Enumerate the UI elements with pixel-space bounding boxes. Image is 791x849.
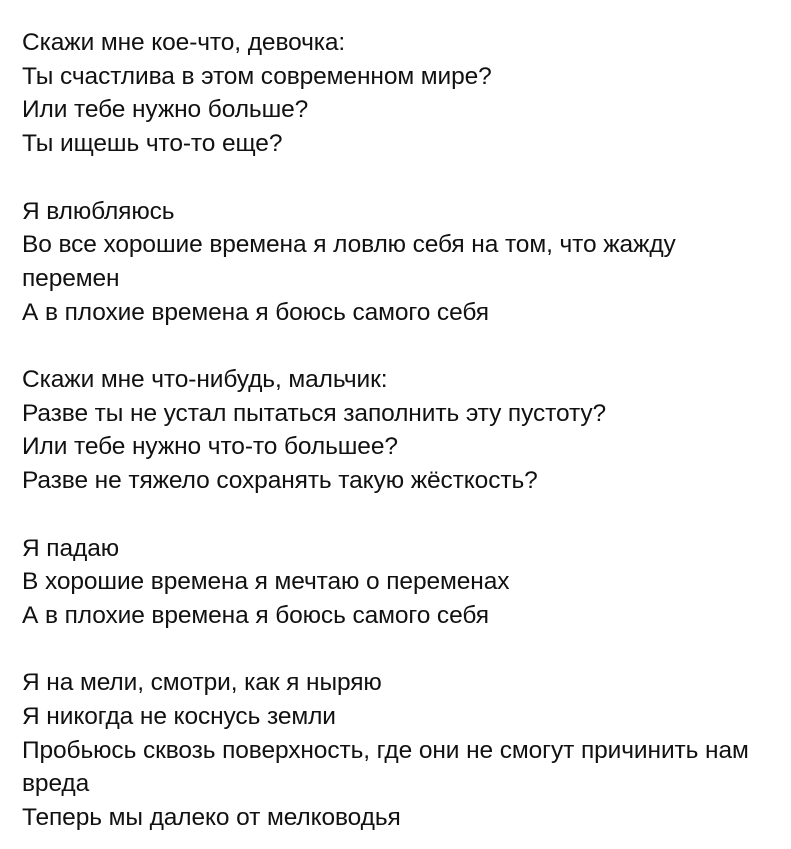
lyric-line: В хорошие времена я мечтаю о переменах (22, 568, 510, 596)
lyric-line: Или тебе нужно больше? (22, 96, 309, 124)
stanza-2 (22, 195, 772, 330)
lyric-line: Разве не тяжело сохранять такую жёсткость? (22, 467, 538, 495)
lyrics-text (22, 26, 772, 835)
lyric-line: Или тебе нужно что-то большее? (22, 433, 398, 461)
stanza-1 (22, 26, 772, 161)
lyric-line: Я влюбляюсь (22, 197, 175, 225)
lyric-line: Во все хорошие времена я ловлю себя на том, что жажду перемен (22, 231, 676, 292)
lyric-line: А в плохие времена я боюсь самого себя (22, 601, 489, 629)
stanza-5 (22, 666, 772, 835)
lyric-line: Пробьюсь сквозь поверхность, где они не смогут причинить нам вреда (22, 736, 749, 798)
lyric-line: А в плохие времена я боюсь самого себя (22, 298, 489, 326)
lyric-line: Ты ищешь что-то еще? (22, 130, 283, 158)
stanza-3 (22, 363, 772, 498)
stanza-4 (22, 532, 772, 633)
lyric-line: Разве ты не устал пытаться заполнить эту пустоту? (22, 399, 607, 427)
lyric-line: Я никогда не коснусь земли (22, 703, 336, 730)
lyric-line: Ты счастлива в этом современном мире? (22, 62, 492, 90)
lyric-line: Скажи мне кое-что, девочка: (22, 29, 346, 56)
lyric-line: Скажи мне что-нибудь, мальчик: (22, 366, 388, 393)
lyric-line: Я падаю (22, 534, 119, 562)
lyric-line: Теперь мы далеко от мелководья (22, 804, 401, 832)
lyric-line: Я на мели, смотри, как я ныряю (22, 669, 382, 697)
